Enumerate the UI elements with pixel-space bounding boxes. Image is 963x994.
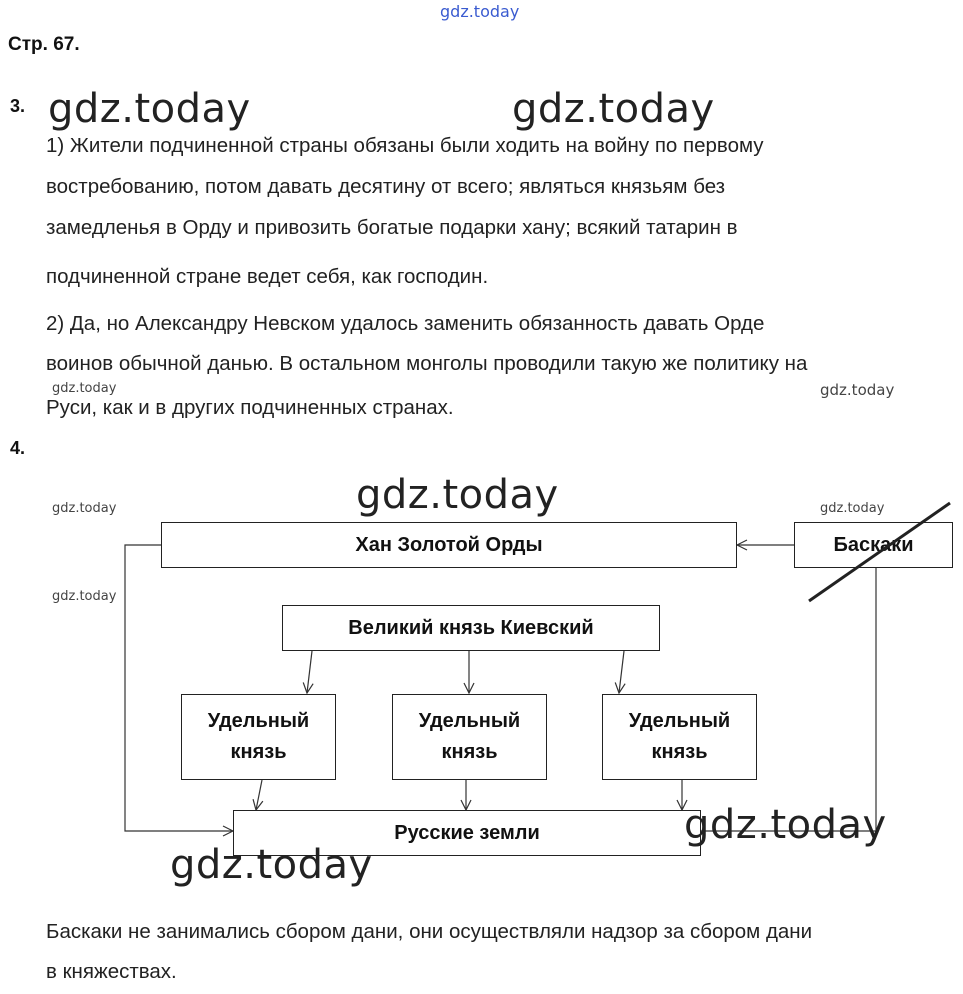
task4-conclusion-line: в княжествах. (46, 960, 177, 983)
watermark-large: gdz.today (684, 802, 887, 848)
grand-prince-box: Великий князь Киевский (282, 605, 660, 651)
task3-answer2-line: воинов обычной данью. В остальном монголы проводили такую же политику на (46, 352, 808, 375)
russian-lands-box: Русские земли (233, 810, 701, 856)
task3-answer1-line: 1) Жители подчиненной страны обязаны были ходить на войну по первому (46, 134, 764, 157)
watermark-large: gdz.today (170, 842, 373, 888)
task4-conclusion-line: Баскаки не занимались сбором дани, они осуществляли надзор за сбором дани (46, 920, 813, 943)
appanage-prince-label-line1: Удельный (628, 710, 731, 732)
watermark-small: gdz.today (52, 501, 117, 516)
appanage-prince-label-line1: Удельный (418, 710, 521, 732)
task3-answer1-line: востребованию, потом давать десятину от всего; являться князьям без (46, 175, 726, 198)
task3-answer1-line: замедленья в Орду и привозить богатые подарки хану; всякий татарин в (46, 216, 738, 239)
watermark-large: gdz.today (356, 472, 559, 518)
watermark-small: gdz.today (820, 381, 895, 399)
appanage-prince-label-line2: князь (441, 741, 498, 763)
task4-number: 4. (10, 438, 26, 458)
strike-line (809, 503, 950, 601)
watermark-large: gdz.today (512, 86, 715, 132)
watermark-large: gdz.today (48, 86, 251, 132)
task3-number: 3. (10, 96, 26, 116)
watermark-small: gdz.today (52, 381, 117, 396)
watermark-small: gdz.today (52, 589, 117, 604)
page-heading: Стр. 67. (8, 34, 80, 55)
watermark-top: gdz.today (440, 2, 520, 21)
appanage-prince-label-line2: князь (651, 741, 708, 763)
baskaki-box: Баскаки (794, 522, 953, 568)
task3-answer1-line: подчиненной стране ведет себя, как господин. (46, 265, 489, 288)
task3-answer2-line: Руси, как и в других подчиненных странах. (46, 396, 454, 419)
khan-box: Хан Золотой Орды (161, 522, 737, 568)
appanage-prince-label-line2: князь (230, 741, 287, 763)
watermark-small: gdz.today (820, 501, 885, 516)
appanage-prince-label-line1: Удельный (207, 710, 310, 732)
task3-answer2-line: 2) Да, но Александру Невском удалось заменить обязанность давать Орде (46, 312, 765, 335)
